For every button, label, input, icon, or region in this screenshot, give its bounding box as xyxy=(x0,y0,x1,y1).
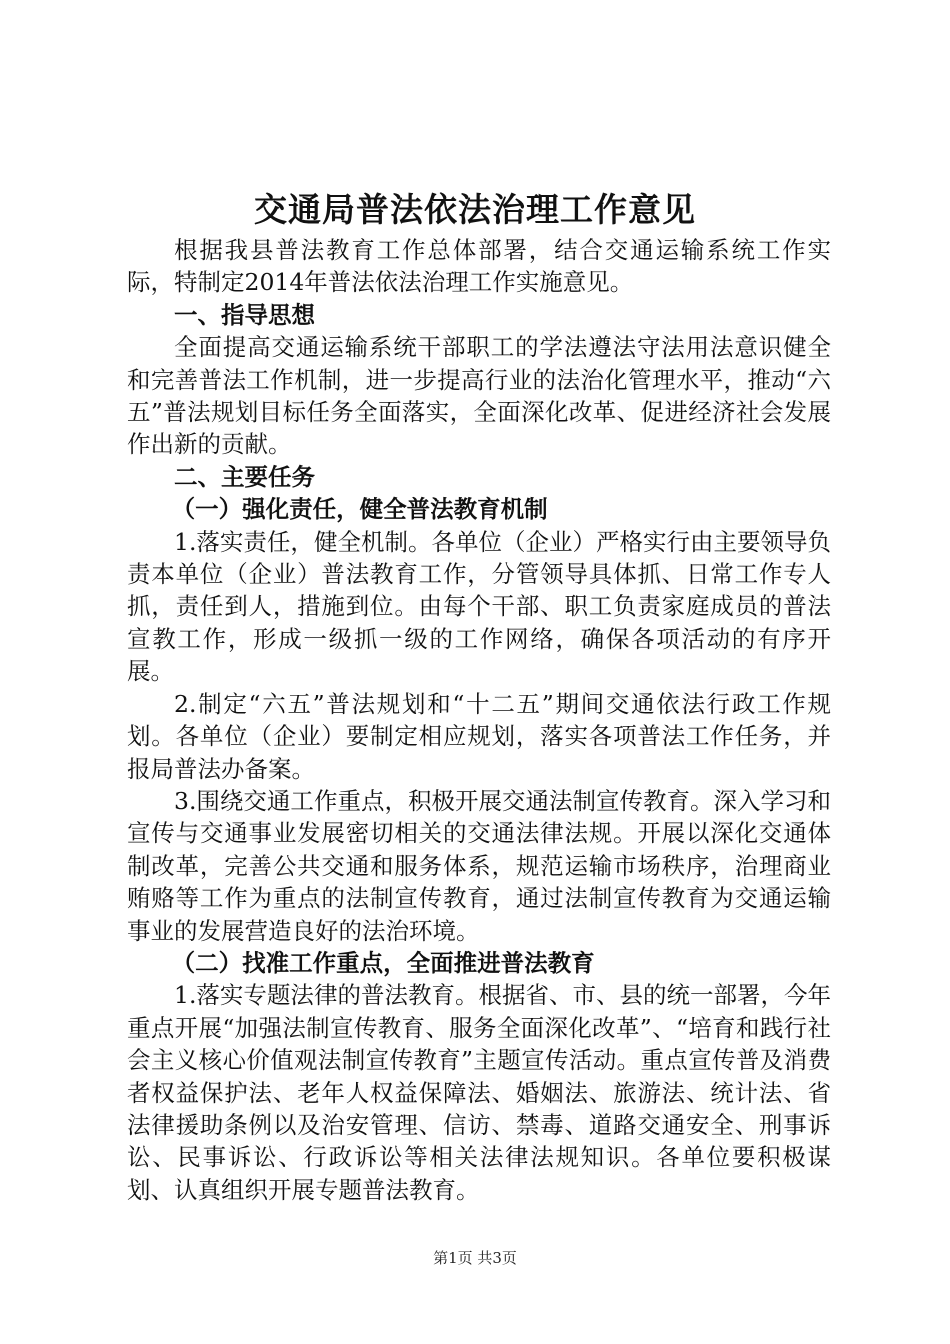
page-footer: 第1页 共3页 xyxy=(433,1249,517,1267)
task-paragraph: 3.围绕交通工作重点，积极开展交通法制宣传教育。深入学习和宣传与交通事业发展密切相关的交通法律法规。开展以深化交通体制改革，完善公共交通和服务体系，规范运输市场秩序，治理商业贿赂等工作为重点的法制宣传教育，通过法制宣传教育为交通运输事业的发展营造良好的法治环境。 xyxy=(127,786,831,945)
intro-paragraph: 根据我县普法教育工作总体部署，结合交通运输系统工作实际，特制定2014年普法依法治理工作实施意见。 xyxy=(127,236,831,297)
document-body xyxy=(127,234,831,1206)
task-paragraph: 1.落实专题法律的普法教育。根据省、市、县的统一部署，今年重点开展“加强法制宣传教育、服务全面深化改革”、“培育和践行社会主义核心价值观法制宣传教育”主题宣传活动。重点宣传普及消费者权益保护法、老年人权益保障法、婚姻法、旅游法、统计法、省法律援助条例以及治安管理、信访、禁毒、道路交通安全、刑事诉讼、民事诉讼、行政诉讼等相关法律法规知识。各单位要积极谋划、认真组织开展专题普法教育。 xyxy=(127,981,831,1204)
section-heading-guiding-thought: 一、指导思想 xyxy=(174,300,315,329)
document-title: 交通局普法依法治理工作意见 xyxy=(254,190,696,229)
task-paragraph: 2.制定“六五”普法规划和“十二五”期间交通依法行政工作规划。各单位（企业）要制定相应规划，落实各项普法工作任务，并报局普法办备案。 xyxy=(127,689,831,783)
subsection-heading-key-work: （二）找准工作重点，全面推进普法教育 xyxy=(171,948,595,977)
task-paragraph: 1.落实责任，健全机制。各单位（企业）严格实行由主要领导负责本单位（企业）普法教育工作，分管领导具体抓、日常工作专人抓，责任到人，措施到位。由每个干部、职工负责家庭成员的普法宣教工作，形成一级抓一级的工作网络，确保各项活动的有序开展。 xyxy=(127,527,831,686)
section-heading-main-tasks: 二、主要任务 xyxy=(174,462,315,491)
subsection-heading-responsibility: （一）强化责任，健全普法教育机制 xyxy=(171,495,548,524)
guiding-thought-paragraph: 全面提高交通运输系统干部职工的学法遵法守法用法意识健全和完善普法工作机制，进一步提高行业的法治化管理水平，推动“六五”普法规划目标任务全面落实，全面深化改革、促进经济社会发展作出新的贡献。 xyxy=(127,333,831,459)
